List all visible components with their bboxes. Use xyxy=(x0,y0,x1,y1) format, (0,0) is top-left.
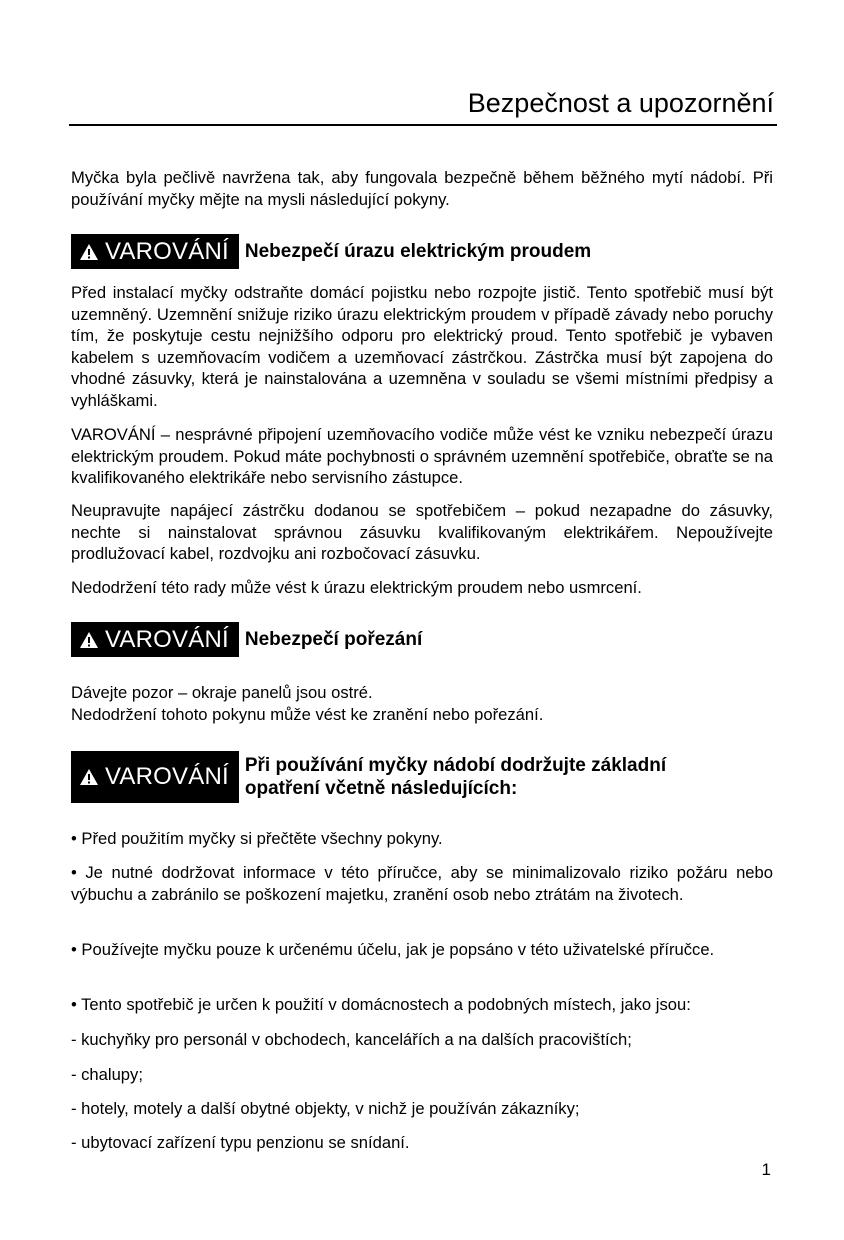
paragraph: Neupravujte napájecí zástrčku dodanou se spotřebičem – pokud nezapadne do zásuvky, nechte si nainstalovat správnou zásuvku kvalifikovaným elektrikářem. Nepoužívejte prodlužovací kabel, rozdvojku ani rozbočovací zásuvku. xyxy=(71,501,773,564)
warning-heading xyxy=(245,754,666,800)
list-item: - ubytovací zařízení typu penzionu se snídaní. xyxy=(71,1133,410,1152)
warning-triangle-icon xyxy=(79,768,99,786)
warning-triangle-icon xyxy=(79,631,99,649)
warning-heading-line: Při používání myčky nádobí dodržujte základní xyxy=(244,755,667,776)
paragraph: Před instalací myčky odstraňte domácí pojistku nebo rozpojte jistič. Tento spotřebič musí být uzemněný. Uzemnění snižuje riziko úrazu elektrickým proudem v případě závady nebo poruchy tím, že poskytuje cestu nejnižšího odporu pro elektrický proud. Tento spotřebič je vybaven kabelem s uzemňovacím vodičem a uzemňovací zástrčkou. Zástrčka musí být zapojena do vhodné zásuvky, která je nainstalována a uzemněna v souladu se všemi místními předpisy a vyhláškami. xyxy=(71,283,773,410)
warning-badge xyxy=(71,751,239,803)
page-title: Bezpečnost a upozornění xyxy=(467,88,774,118)
warning-cut-hazard xyxy=(71,622,422,657)
warning-badge xyxy=(71,234,239,269)
list-item: • Před použitím myčky si přečtěte všechny pokyny. xyxy=(71,829,443,848)
paragraph: Dávejte pozor – okraje panelů jsou ostré. xyxy=(71,683,373,702)
warning-badge-label: VAROVÁNÍ xyxy=(105,763,229,790)
warning-badge-label: VAROVÁNÍ xyxy=(105,625,229,653)
paragraph: Nedodržení této rady může vést k úrazu elektrickým proudem nebo usmrcení. xyxy=(71,578,642,597)
page-number: 1 xyxy=(761,1160,771,1179)
paragraph: VAROVÁNÍ – nesprávné připojení uzemňovacího vodiče může vést ke vzniku nebezpečí úrazu elektrickým proudem. Pokud máte pochybnosti o správném uzemnění spotřebiče, obraťte se na kvalifikovaného elektrikáře nebo servisního zástupce. xyxy=(71,425,773,488)
intro-paragraph: Myčka byla pečlivě navržena tak, aby fungovala bezpečně během běžného mytí nádobí. Při používání myčky mějte na mysli následující pokyny. xyxy=(71,168,773,209)
warning-heading: Nebezpečí pořezání xyxy=(244,629,423,650)
warning-badge-label: VAROVÁNÍ xyxy=(105,237,229,265)
warning-basic-precautions xyxy=(71,751,666,803)
warning-badge xyxy=(71,622,239,657)
paragraph: Nedodržení tohoto pokynu může vést ke zranění nebo pořezání. xyxy=(71,705,544,724)
list-item: • Je nutné dodržovat informace v této příručce, aby se minimalizovalo riziko požáru nebo výbuchu a zabránilo se poškození majetku, zranění osob nebo ztrátám na životech. xyxy=(71,863,773,904)
warning-heading-line: opatření včetně následujících: xyxy=(244,778,518,799)
warning-heading: Nebezpečí úrazu elektrickým proudem xyxy=(244,241,592,262)
list-item: - chalupy; xyxy=(71,1065,143,1084)
list-item: - hotely, motely a další obytné objekty, v nichž je používán zákazníky; xyxy=(71,1099,580,1118)
title-underline xyxy=(69,124,777,126)
list-item: - kuchyňky pro personál v obchodech, kancelářích a na dalších pracovištích; xyxy=(71,1030,632,1049)
warning-triangle-icon xyxy=(79,243,99,261)
list-item: • Tento spotřebič je určen k použití v domácnostech a podobných místech, jako jsou: xyxy=(71,995,691,1014)
list-item: • Používejte myčku pouze k určenému účelu, jak je popsáno v této uživatelské příručce. xyxy=(71,940,715,959)
warning-electric-shock xyxy=(71,234,591,269)
